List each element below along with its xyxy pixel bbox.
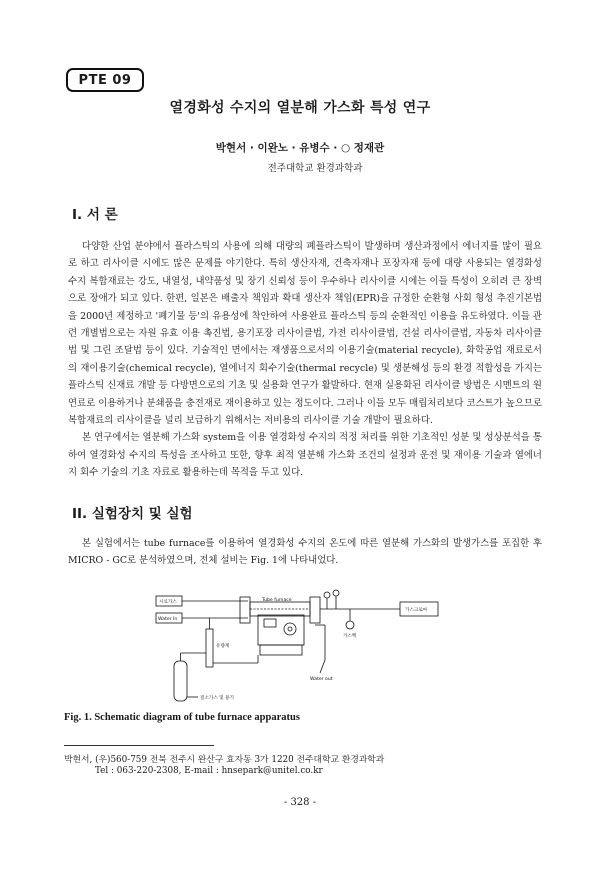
flowmeter-label: 유량계 — [216, 644, 230, 649]
footnote-address: 박현서, (우)560-759 전북 전주시 완산구 효자동 3가 1220 전주대학교 환경과학과 — [64, 755, 385, 765]
session-badge: PTE 09 — [66, 68, 144, 92]
paragraph: 다양한 산업 분야에서 플라스틱의 사용에 의해 대량의 폐플라스틱이 발생하며 생산과정에서 에너지를 많이 필요로 하고 리사이클 시에도 많은 문제를 야기한다. 특히 생산자재, 건축자재나 포장자재 등에 대량 사용되는 열경화성 수지 복합재료는 강도, 내열성, 내약품성 및 장기 신뢰성 등이 우수하나 리사이클 시에는 이들 특성이 오히려 큰 장벽으로 장애가 되고 있다. 한편, 일본은 배출자 책임과 확대 생산자 책임(EPR)을 규정한 순환형 사회 형성 추진기본법을 2000년 제정하고 '폐기물 등'의 유용성에 착안하여 사용완료 플라스틱 등의 순환적인 이용을 유도하였다. 이들 관련 개별법으로는 자원 유효 이용 촉진법, 용기포장 리사이클법, 가전 리사이클법, 건설 리사이클법, 자동차 리사이클법 및 그린 조달법 등이 있다. 기술적인 면에서는 재생품으로서의 이용기술(material recycle), 화학공업 재료로서의 재이용기술(chemical recycle), 열에너지 회수기술(thermal recycle) 및 생분해성 등의 환경 적합성을 가지는 플라스틱 신재료 개발 등 다방면으로의 기초 및 실용화 연구가 활발하다. 현재 실용화된 리사이클 방법은 시멘트의 원 연료로 이용하거나 분쇄품을 충전재로 재이용하고 있는 정도이다. 그러나 이들 모두 매립처리보다 코스트가 높으므로 복합재료의 리사이클을 널리 보급하기 위해서는 저비용의 리사이클 기술 개발이 필요하다. — [68, 241, 542, 427]
water-in-label: Water In — [158, 617, 178, 622]
experiment-body — [68, 535, 542, 570]
footnote-contact: Tel : 063-220-2308, E-mail : hnsepark@unitel.co.kr — [95, 766, 323, 776]
flowmeter — [206, 629, 213, 667]
page-number: - 328 - — [283, 797, 317, 808]
figure-caption: Fig. 1. Schematic diagram of tube furnace apparatus — [64, 712, 300, 723]
gas-bag — [346, 621, 354, 629]
furnace-right-flange — [310, 597, 320, 623]
section-heading-introduction: I. 서 론 — [72, 207, 118, 223]
cylinder-label: 질소가스 및 용기 — [200, 696, 234, 701]
furnace-controller — [258, 615, 304, 645]
affiliation: 전주대학교 환경과학과 — [267, 163, 363, 174]
authors: 박현서 · 이완노 · 유병수 · ○ 정재관 — [215, 142, 385, 154]
furnace-stand — [260, 645, 302, 655]
gc-label: 가스크로마 — [405, 608, 428, 613]
section-heading-experiment: II. 실험장치 및 실험 — [72, 506, 193, 522]
tube-furnace-label: Tube furnace — [262, 598, 292, 603]
footnote-divider — [64, 745, 214, 746]
paragraph: 본 실험에서는 tube furnace를 이용하여 열경화성 수지의 온도에 따른 열분해 가스화의 발생가스를 포집한 후 MICRO - GC로 분석하였으며, 전체 설비는 Fig. 1에 나타내었다. — [68, 538, 542, 567]
nitrogen-cylinder — [174, 661, 187, 701]
introduction-body — [68, 238, 542, 482]
pressure-gauge — [324, 592, 330, 598]
apparatus-diagram — [150, 585, 450, 710]
paper-title: 열경화성 수지의 열분해 가스화 특성 연구 — [169, 100, 431, 116]
gas-bag-label: 가스백 — [343, 634, 357, 639]
water-out-label: Water out — [310, 677, 333, 682]
sample-gas-label: 시료가스 — [159, 600, 177, 605]
paragraph: 본 연구에서는 열분해 가스화 system을 이용 열경화성 수지의 적정 처리를 위한 기초적인 성분 및 성상분석을 통하여 열경화성 수지의 특성을 조사하고 또한, 향후 최적 열분해 가스화 조건의 설정과 운전 및 재이용 기술과 열에너지 회수 기술의 기초 자료로 활용하는데 목적을 두고 있다. — [68, 432, 542, 479]
